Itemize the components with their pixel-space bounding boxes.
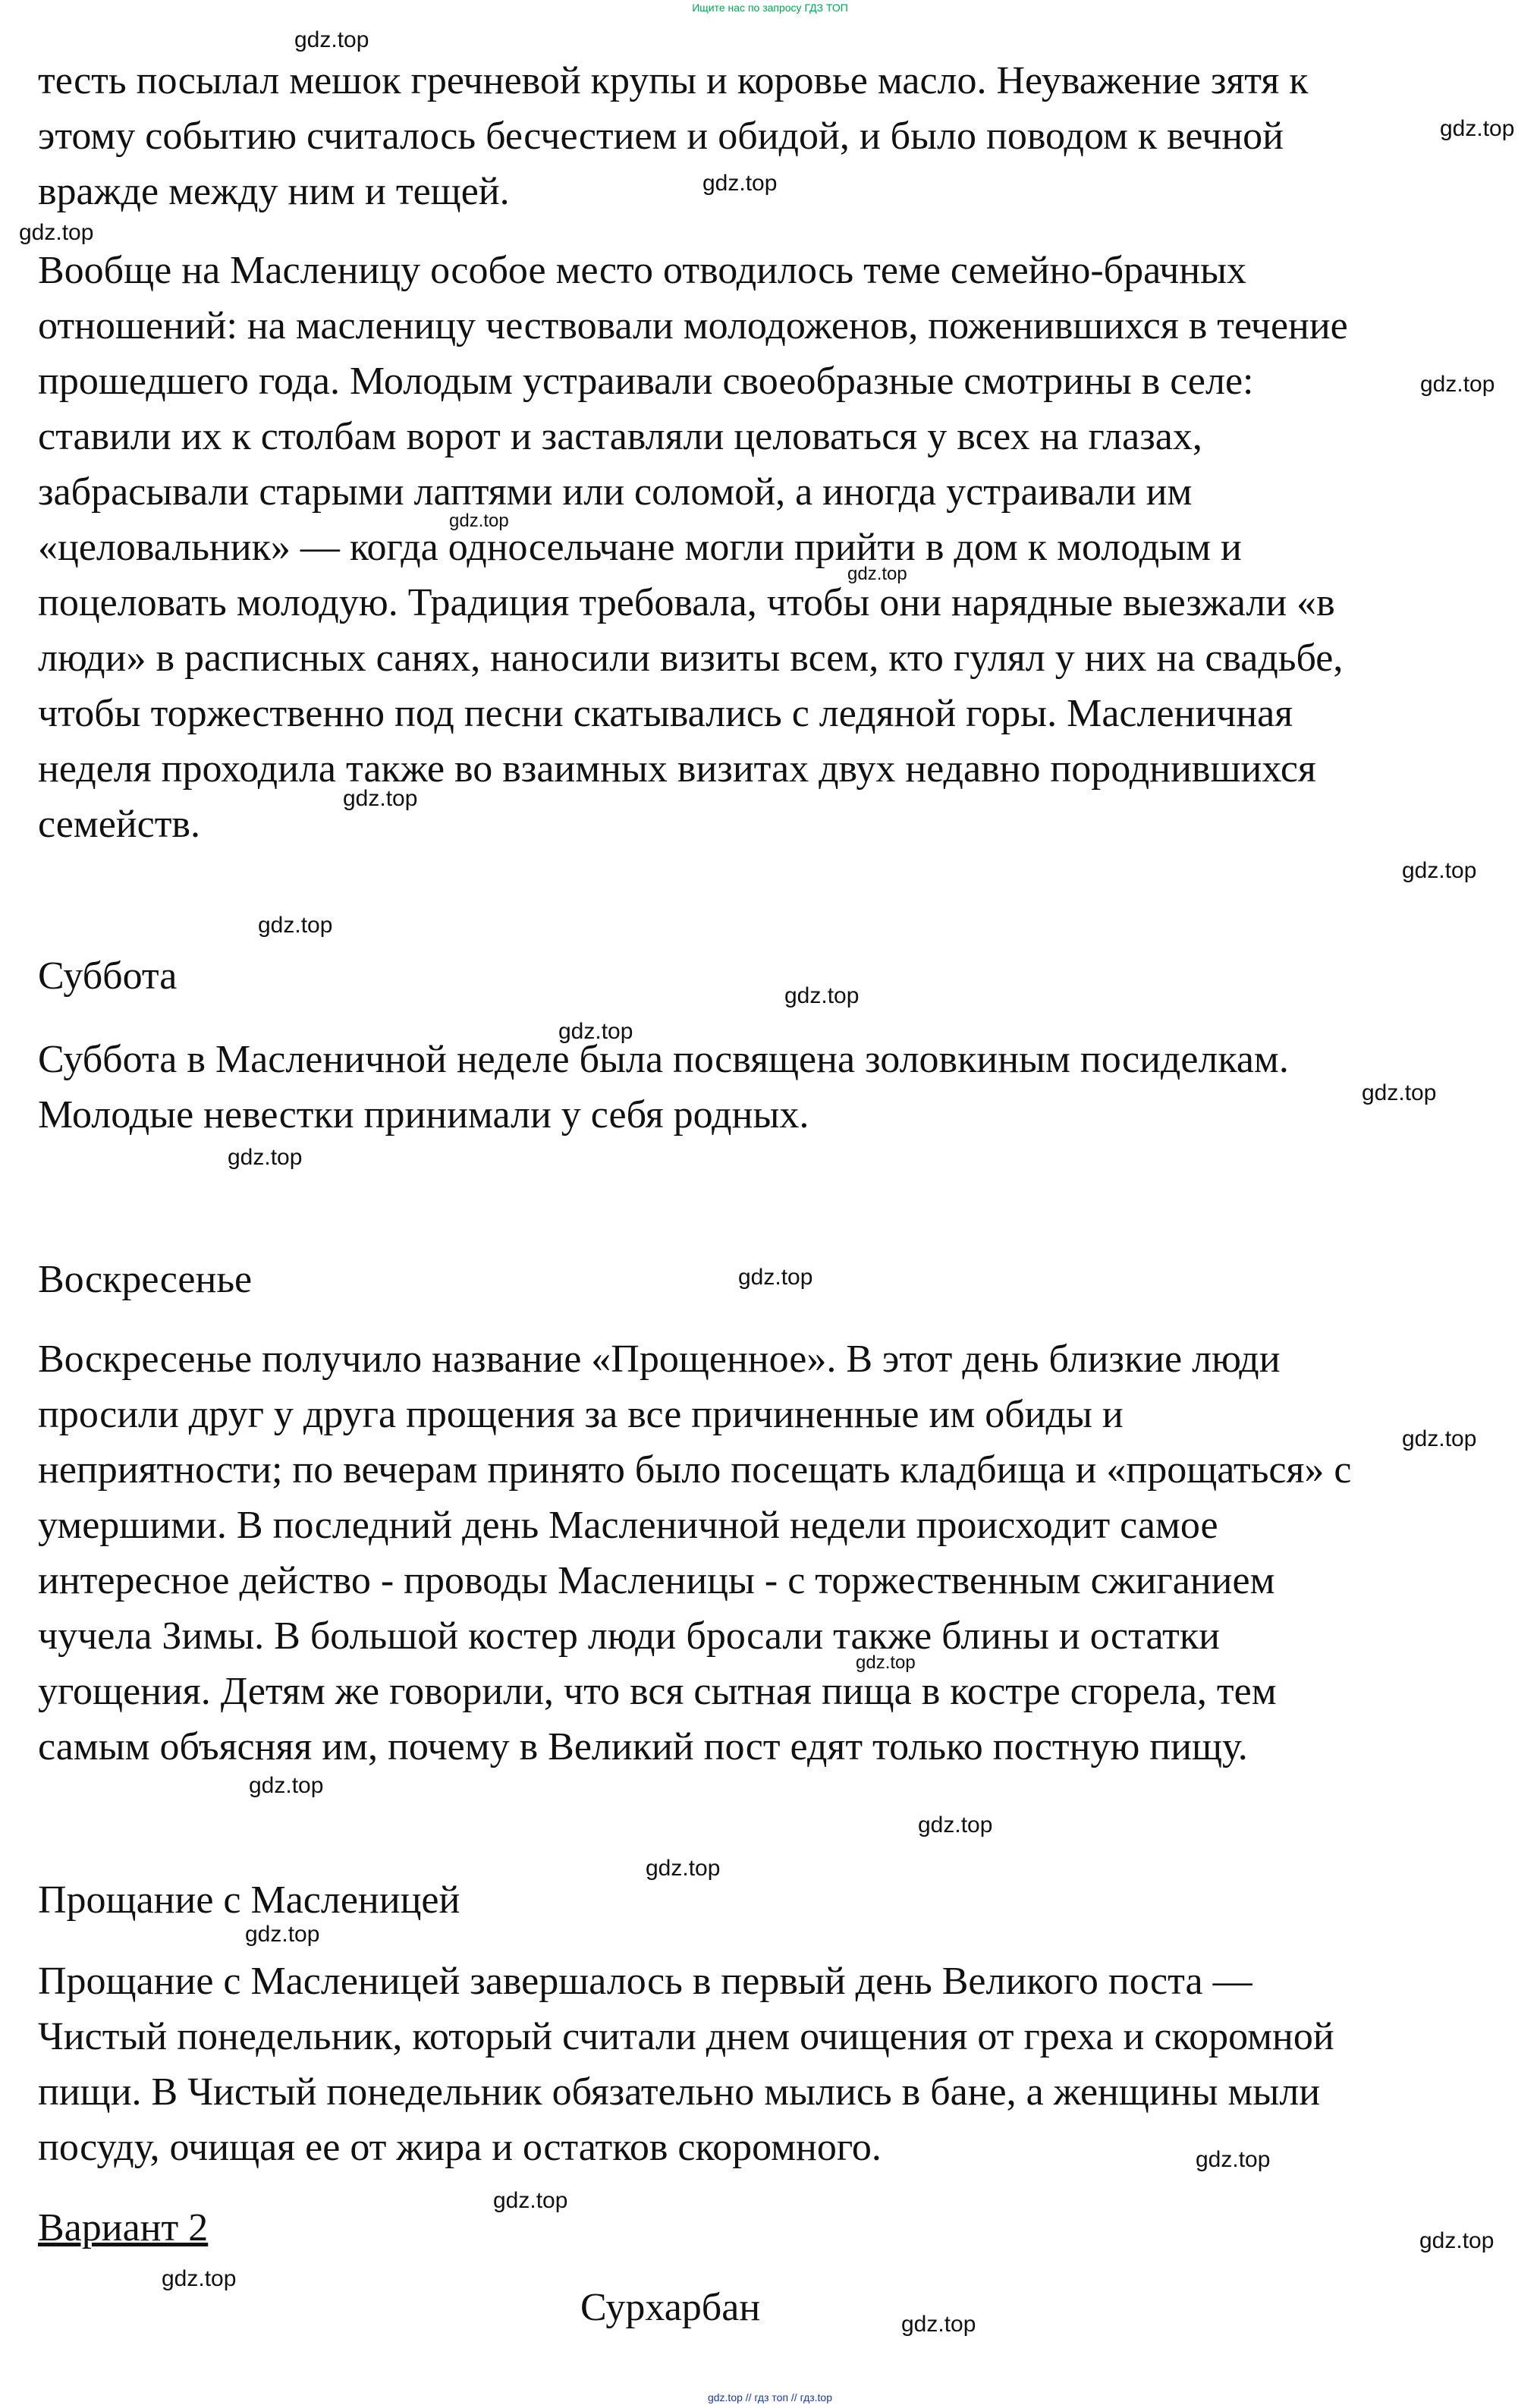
watermark: gdz.top xyxy=(228,1145,303,1170)
watermark: gdz.top xyxy=(856,1652,916,1673)
paragraph-line: Прощание с Масленицей завершалось в первый день Великого поста — xyxy=(38,1960,1252,2003)
watermark: gdz.top xyxy=(294,27,369,52)
paragraph-line: пищи. В Чистый понедельник обязательно мылись в бане, а женщины мыли xyxy=(38,2070,1321,2114)
heading-variant-2: Вариант 2 xyxy=(38,2206,209,2249)
paragraph-line: прошедшего года. Молодым устраивали своеобразные смотрины в селе: xyxy=(38,360,1254,403)
paragraph-line: самым объясняя им, почему в Великий пост едят только постную пищу. xyxy=(38,1725,1248,1768)
watermark: gdz.top xyxy=(1420,372,1495,397)
paragraph-line: Молодые невестки принимали у себя родных. xyxy=(38,1093,809,1136)
watermark: gdz.top xyxy=(646,1856,721,1881)
paragraph-line: посуду, очищая ее от жира и остатков скоромного. xyxy=(38,2126,882,2169)
bottom-banner: gdz.top // гдз топ // гдз.top xyxy=(707,2391,833,2403)
paragraph-line: Вообще на Масленицу особое место отводилось теме семейно-брачных xyxy=(38,249,1247,292)
watermark: gdz.top xyxy=(1402,1426,1477,1451)
paragraph-line: просили друг у друга прощения за все причиненные им обиды и xyxy=(38,1393,1124,1436)
paragraph-1 xyxy=(38,53,1525,219)
watermark: gdz.top xyxy=(847,564,907,584)
paragraph-line: люди» в расписных санях, наносили визиты всем, кто гулял у них на свадьбе, xyxy=(38,637,1344,680)
watermark: gdz.top xyxy=(449,511,509,531)
paragraph-line: неделя проходила также во взаимных визитах двух недавно породнившихся xyxy=(38,747,1316,791)
paragraph-line: Суббота в Масленичной неделе была посвящена золовкиным посиделкам. xyxy=(38,1038,1289,1081)
watermark: gdz.top xyxy=(784,983,860,1008)
paragraph-2 xyxy=(38,243,1525,852)
paragraph-line: чучела Зимы. В большой костер люди бросали также блины и остатки xyxy=(38,1614,1220,1658)
watermark: gdz.top xyxy=(1362,1080,1437,1105)
paragraph-line: отношений: на масленицу чествовали молодоженов, поженившихся в течение xyxy=(38,304,1348,347)
watermark: gdz.top xyxy=(343,786,418,811)
watermark: gdz.top xyxy=(249,1773,324,1798)
paragraph-line: угощения. Детям же говорили, что вся сытная пища в костре сгорела, тем xyxy=(38,1670,1277,1713)
heading-saturday: Суббота xyxy=(38,954,178,998)
top-banner: Ищите нас по запросу ГДЗ ТОП xyxy=(692,2,848,14)
paragraph-line: поцеловать молодую. Традиция требовала, чтобы они нарядные выезжали «в xyxy=(38,581,1335,624)
paragraph-5 xyxy=(38,1954,1525,2175)
heading-surkharban: Сурхарбан xyxy=(580,2286,761,2329)
paragraph-line: интересное действо - проводы Масленицы - с торжественным сжиганием xyxy=(38,1559,1275,1602)
heading-sunday: Воскресенье xyxy=(38,1258,253,1301)
paragraph-line: вражде между ним и тещей. xyxy=(38,170,510,213)
watermark: gdz.top xyxy=(258,913,333,938)
paragraph-line: забрасывали старыми лаптями или соломой, а иногда устраивали им xyxy=(38,470,1193,514)
paragraph-line: умершими. В последний день Масленичной недели происходит самое xyxy=(38,1504,1218,1547)
watermark: gdz.top xyxy=(162,2266,237,2291)
watermark: gdz.top xyxy=(558,1019,633,1044)
paragraph-line: Чистый понедельник, который считали днем очищения от греха и скоромной xyxy=(38,2015,1334,2058)
paragraph-line: чтобы торжественно под песни скатывались с ледяной горы. Масленичная xyxy=(38,692,1293,735)
heading-farewell: Прощание с Масленицей xyxy=(38,1878,460,1922)
watermark: gdz.top xyxy=(1419,2228,1494,2253)
paragraph-line: семейств. xyxy=(38,803,200,846)
watermark: gdz.top xyxy=(738,1265,813,1290)
paragraph-line: тесть посылал мешок гречневой крупы и коровье масло. Неуважение зятя к xyxy=(38,59,1309,102)
watermark: gdz.top xyxy=(493,2188,568,2213)
watermark: gdz.top xyxy=(19,220,94,245)
paragraph-line: «целовальник» — когда односельчане могли прийти в дом к молодым и xyxy=(38,526,1242,569)
paragraph-4 xyxy=(38,1331,1525,1775)
watermark: gdz.top xyxy=(1440,116,1515,141)
paragraph-line: ставили их к столбам ворот и заставляли целоваться у всех на глазах, xyxy=(38,415,1202,458)
paragraph-line: этому событию считалось бесчестием и обидой, и было поводом к вечной xyxy=(38,115,1284,158)
watermark: gdz.top xyxy=(245,1922,320,1947)
watermark: gdz.top xyxy=(918,1812,993,1838)
watermark: gdz.top xyxy=(1196,2147,1271,2172)
paragraph-line: Воскресенье получило название «Прощенное». В этот день близкие люди xyxy=(38,1338,1281,1381)
watermark: gdz.top xyxy=(702,171,778,196)
watermark: gdz.top xyxy=(1402,858,1477,883)
watermark: gdz.top xyxy=(901,2312,976,2337)
paragraph-line: неприятности; по вечерам принято было посещать кладбища и «прощаться» с xyxy=(38,1448,1352,1492)
paragraph-3 xyxy=(38,1032,1525,1143)
